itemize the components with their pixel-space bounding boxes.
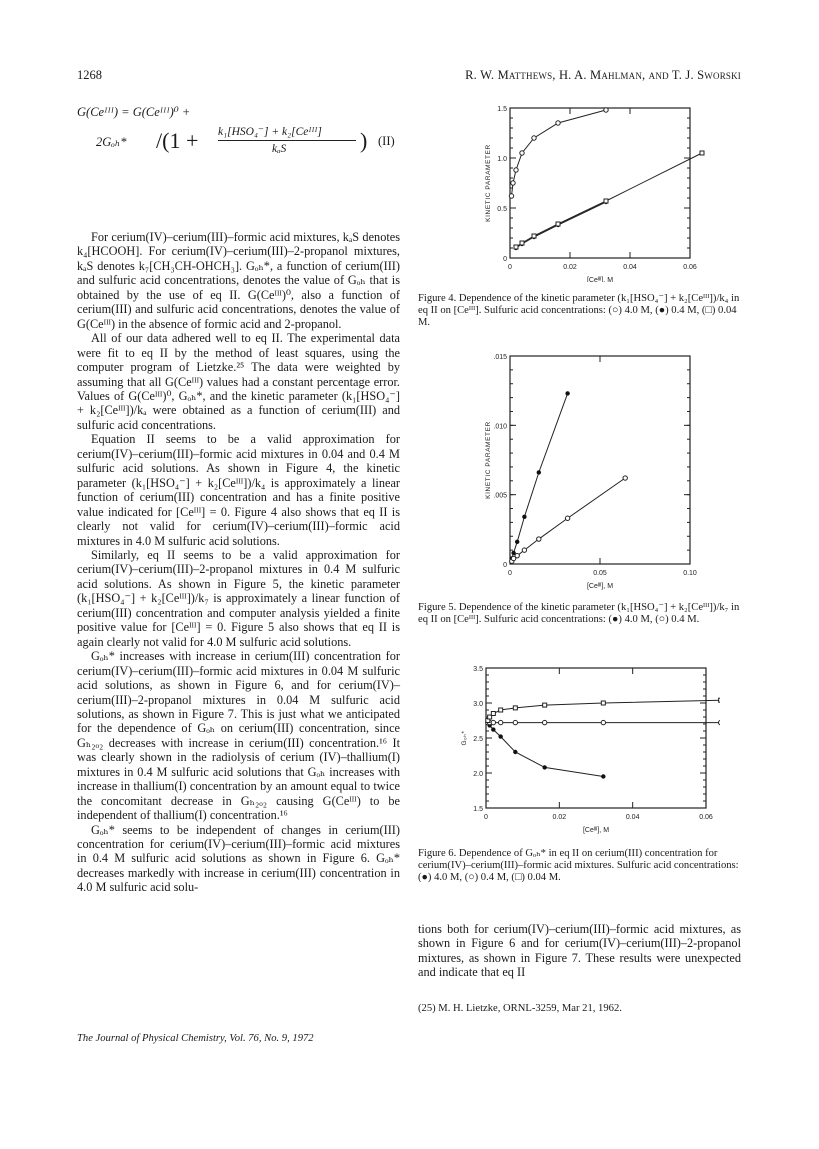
- data-point-filled: [565, 391, 569, 395]
- equation-close-paren: ): [360, 128, 368, 153]
- right-column-text: tions both for cerium(IV)–cerium(III)–formic acid mixtures, as shown in Figure 6 and for cerium(IV)–cerium(III)–2-propanol mixtures, as shown in Figure 7. These results were unexpected and indicate that eq II: [418, 922, 741, 980]
- data-point-open: [511, 181, 515, 185]
- y-tick-label: .005: [493, 492, 507, 500]
- data-point-square: [499, 708, 503, 712]
- data-point-open: [537, 537, 541, 541]
- figure-6: [450, 664, 720, 847]
- y-axis-label: KINETIC PARAMETER: [485, 421, 492, 499]
- data-point-open: [522, 548, 526, 552]
- data-point-open: [513, 720, 517, 724]
- data-point-square: [532, 234, 536, 238]
- y-tick-label: .010: [493, 423, 507, 431]
- data-point-square: [700, 151, 704, 155]
- paragraph: All of our data adhered well to eq II. The experimental data were fit to eq II by the method of least squares, using the computer program of Lietzke.²⁵ The data were weighted by assuming that all G(Ceᴵᴵᴵ) values had a constant percentage error. Values of G(Ceᴵᴵᴵ)⁰, Gₒₕ*, and the kinetic parameter (k₁[HSO₄⁻] + k₂[Ceᴵᴵᴵ])/kₐ were obtained as a function of cerium(III) and sulfuric acid concentrations.: [77, 331, 400, 432]
- y-tick-label: 1.5: [473, 806, 483, 813]
- figure-4-caption: Figure 4. Dependence of the kinetic parameter (k₁[HSO₄⁻] + k₂[Ceᴵᴵᴵ])/k₄ in eq II on [Ceᴵᴵᴵ]. Sulfuric acid concentrations: (○) 4.0 M, (●) 0.4 M, (□) 0.04 M.: [418, 293, 740, 329]
- y-tick-label: 3.5: [473, 666, 483, 673]
- equation-fraction-bar: [218, 140, 356, 141]
- data-point-open: [491, 720, 495, 724]
- data-point-open: [623, 476, 627, 480]
- data-point-open: [542, 720, 546, 724]
- data-point-square: [601, 701, 605, 705]
- figure-5-chart: [480, 352, 705, 592]
- data-point-square: [719, 698, 720, 702]
- plot-frame: [486, 668, 706, 808]
- figure-4: [480, 104, 705, 287]
- journal-footer: The Journal of Physical Chemistry, Vol. 76, No. 9, 1972: [77, 1033, 314, 1044]
- data-point-square: [514, 245, 518, 249]
- left-column-text: [77, 230, 400, 895]
- data-point-open: [515, 553, 519, 557]
- paragraph: Gₒₕ* increases with increase in cerium(III) concentration for cerium(IV)–cerium(III)–formic acid mixtures in 0.04 M sulfuric acid solutions, as shown in Figure 6, and for cerium(IV)–cerium(III)–2-propanol mixtures in 0.04 M sulfuric acid solutions, as shown in Figure 7. This is just what we anticipated for the dependence of Gₒₕ on cerium(III) concentration, since Gₕ₂ₒ₂ decreases with increase in cerium(III) concentration.¹⁶ It was clearly shown in the radiolysis of cerium (IV)–thallium(I) mixtures in 0.4 M sulfuric acid solutions that Gₒₕ increases with increase in thallium(I) concentration by an amount equal to twice the concomitant decrease in Gₕ₂ₒ₂ causing G(Ceᴵᴵᴵ) to be independent of thallium(I) concentration.¹⁶: [77, 649, 400, 823]
- y-tick-label: 2.5: [473, 736, 483, 743]
- x-tick-label: 0.04: [623, 264, 637, 271]
- data-point-filled: [542, 765, 546, 769]
- x-axis-label: [Ceᴵᴵᴵ], M: [582, 827, 610, 834]
- x-tick-label: 0.05: [593, 570, 607, 577]
- page-number: 1268: [77, 68, 102, 82]
- series-line: [516, 153, 702, 247]
- figure-4-chart: [480, 104, 705, 282]
- footnote: (25) M. H. Lietzke, ORNL-3259, Mar 21, 1962.: [418, 1003, 622, 1014]
- data-point-open: [520, 151, 524, 155]
- y-tick-label: .015: [493, 354, 507, 361]
- running-head-authors: R. W. Matthews, H. A. Mahlman, and T. J. Sworski: [465, 68, 741, 82]
- paragraph: Equation II seems to be a valid approximation for cerium(IV)–cerium(III)–formic acid mixtures in 0.04 and 0.4 M sulfuric acid solutions. As shown in Figure 4, the kinetic parameter (k₁[HSO₄⁻] + k₂[Ceᴵᴵᴵ])/k₄ is approximately a linear function of cerium(III) concentration and has a finite positive value indicated for [Ceᴵᴵᴵ] = 0. Figure 4 also shows that eq II is clearly not valid for cerium(IV)–cerium(III)–formic acid mixtures in 4.0 M sulfuric acid solutions.: [77, 432, 400, 548]
- y-tick-label: 1.0: [497, 156, 507, 163]
- x-tick-label: 0.06: [699, 814, 713, 821]
- figure-6-caption: Figure 6. Dependence of Gₒₕ* in eq II on cerium(III) concentration for cerium(IV)–cerium(III)–formic acid mixtures. Sulfuric acid concentrations: (●) 4.0 M, (○) 0.4 M, (□) 0.04 M.: [418, 848, 739, 884]
- data-point-square: [543, 703, 547, 707]
- data-point-open: [604, 108, 608, 112]
- x-axis-label: [Ceᴵᴵᴵ], M: [586, 583, 614, 590]
- y-tick-label: 0: [503, 256, 507, 263]
- data-point-filled: [522, 515, 526, 519]
- paragraph: For cerium(IV)–cerium(III)–formic acid mixtures, kₐS denotes k₄[HCOOH]. For cerium(IV)–cerium(III)–2-propanol mixtures, kₐS denotes k₇[CH₃CH-OHCH₃]. Gₒₕ*, a function of cerium(III) and sulfuric acid concentrations, denotes the value of Gₒₕ that is obtained by the use of eq II. G(Ceᴵᴵᴵ)⁰, also a function of cerium(III) and sulfuric acid concentrations, denotes the value of G(Ceᴵᴵᴵ) in the absence of formic acid and 2-propanol.: [77, 230, 400, 331]
- x-tick-label: 0: [508, 264, 512, 271]
- data-point-open: [565, 516, 569, 520]
- paragraph: Gₒₕ* seems to be independent of changes in cerium(III) concentration for cerium(IV)–cerium(III)–formic acid mixtures in 0.4 M sulfuric acid solutions as shown in Figure 6. Gₒₕ* decreases markedly with increase in cerium(III) concentration in 4.0 M sulfuric acid solu-: [77, 822, 400, 895]
- x-tick-label: 0.10: [683, 570, 697, 577]
- figure-6-chart: [450, 664, 720, 842]
- x-tick-label: 0.02: [552, 814, 567, 821]
- series-line: [516, 202, 606, 248]
- y-tick-label: 0: [503, 562, 507, 569]
- data-point-filled: [537, 470, 541, 474]
- data-point-open: [498, 720, 502, 724]
- equation-denominator: kₐS: [272, 143, 287, 155]
- y-tick-label: 0.5: [497, 206, 507, 213]
- figure-5: [480, 352, 705, 597]
- equation-label: (II): [378, 134, 395, 148]
- data-point-square: [556, 222, 560, 226]
- x-axis-label: [Ceᴵᴵᴵ], M: [586, 277, 614, 282]
- equation-line-1: G(Ceᴵᴵᴵ) = G(Ceᴵᴵᴵ)⁰ +: [77, 105, 191, 119]
- x-tick-label: 0.06: [683, 264, 697, 271]
- data-point-open: [509, 194, 513, 198]
- x-tick-label: 0: [484, 814, 488, 821]
- equation-lhs: 2Gₒₕ*: [96, 135, 127, 149]
- equation-numerator: k₁[HSO₄⁻] + k₂[Ceᴵᴵᴵ]: [218, 126, 322, 138]
- data-point-filled: [515, 540, 519, 544]
- data-point-square: [491, 712, 495, 716]
- y-tick-label: 1.5: [497, 106, 507, 113]
- y-axis-label: KINETIC PARAMETER: [485, 144, 492, 222]
- data-point-open: [514, 168, 518, 172]
- data-point-open: [532, 136, 536, 140]
- data-point-filled: [601, 774, 605, 778]
- equation-line-2: [96, 126, 406, 166]
- data-point-square: [513, 706, 517, 710]
- equation-slash-paren: /(1 +: [156, 128, 199, 153]
- data-point-square: [604, 199, 608, 203]
- y-axis-label: Gₒₕ*: [461, 730, 468, 746]
- series-line: [512, 393, 568, 558]
- y-tick-label: 2.0: [473, 771, 483, 778]
- paragraph: Similarly, eq II seems to be a valid approximation for cerium(IV)–cerium(III)–2-propanol mixtures in 0.4 M sulfuric acid solutions. As shown in Figure 5, the kinetic parameter (k₁[HSO₄⁻] + k₂[Ceᴵᴵᴵ])/k₇ is approximately a linear function of cerium(III) concentration and computer analysis yielded a finite positive value for [Ceᴵᴵᴵ] = 0. Figure 5 also shows that eq II is again clearly not valid for 4.0 M sulfuric acid solutions.: [77, 547, 400, 649]
- x-tick-label: 0.04: [625, 814, 640, 821]
- figure-5-caption: Figure 5. Dependence of the kinetic parameter (k₁[HSO₄⁻] + k₂[Ceᴵᴵᴵ])/k₇ in eq II on [Ceᴵᴵᴵ]. Sulfuric acid concentrations: (●) 4.0 M, (○) 0.4 M.: [418, 602, 740, 626]
- x-tick-label: 0: [508, 570, 512, 577]
- data-point-open: [601, 720, 605, 724]
- plot-frame: [510, 356, 690, 564]
- data-point-filled: [491, 727, 495, 731]
- data-point-open: [718, 720, 720, 724]
- data-point-filled: [498, 734, 502, 738]
- x-tick-label: 0.02: [563, 264, 577, 271]
- data-point-square: [520, 241, 524, 245]
- y-tick-label: 3.0: [473, 701, 483, 708]
- data-point-open: [556, 121, 560, 125]
- data-point-filled: [513, 750, 517, 754]
